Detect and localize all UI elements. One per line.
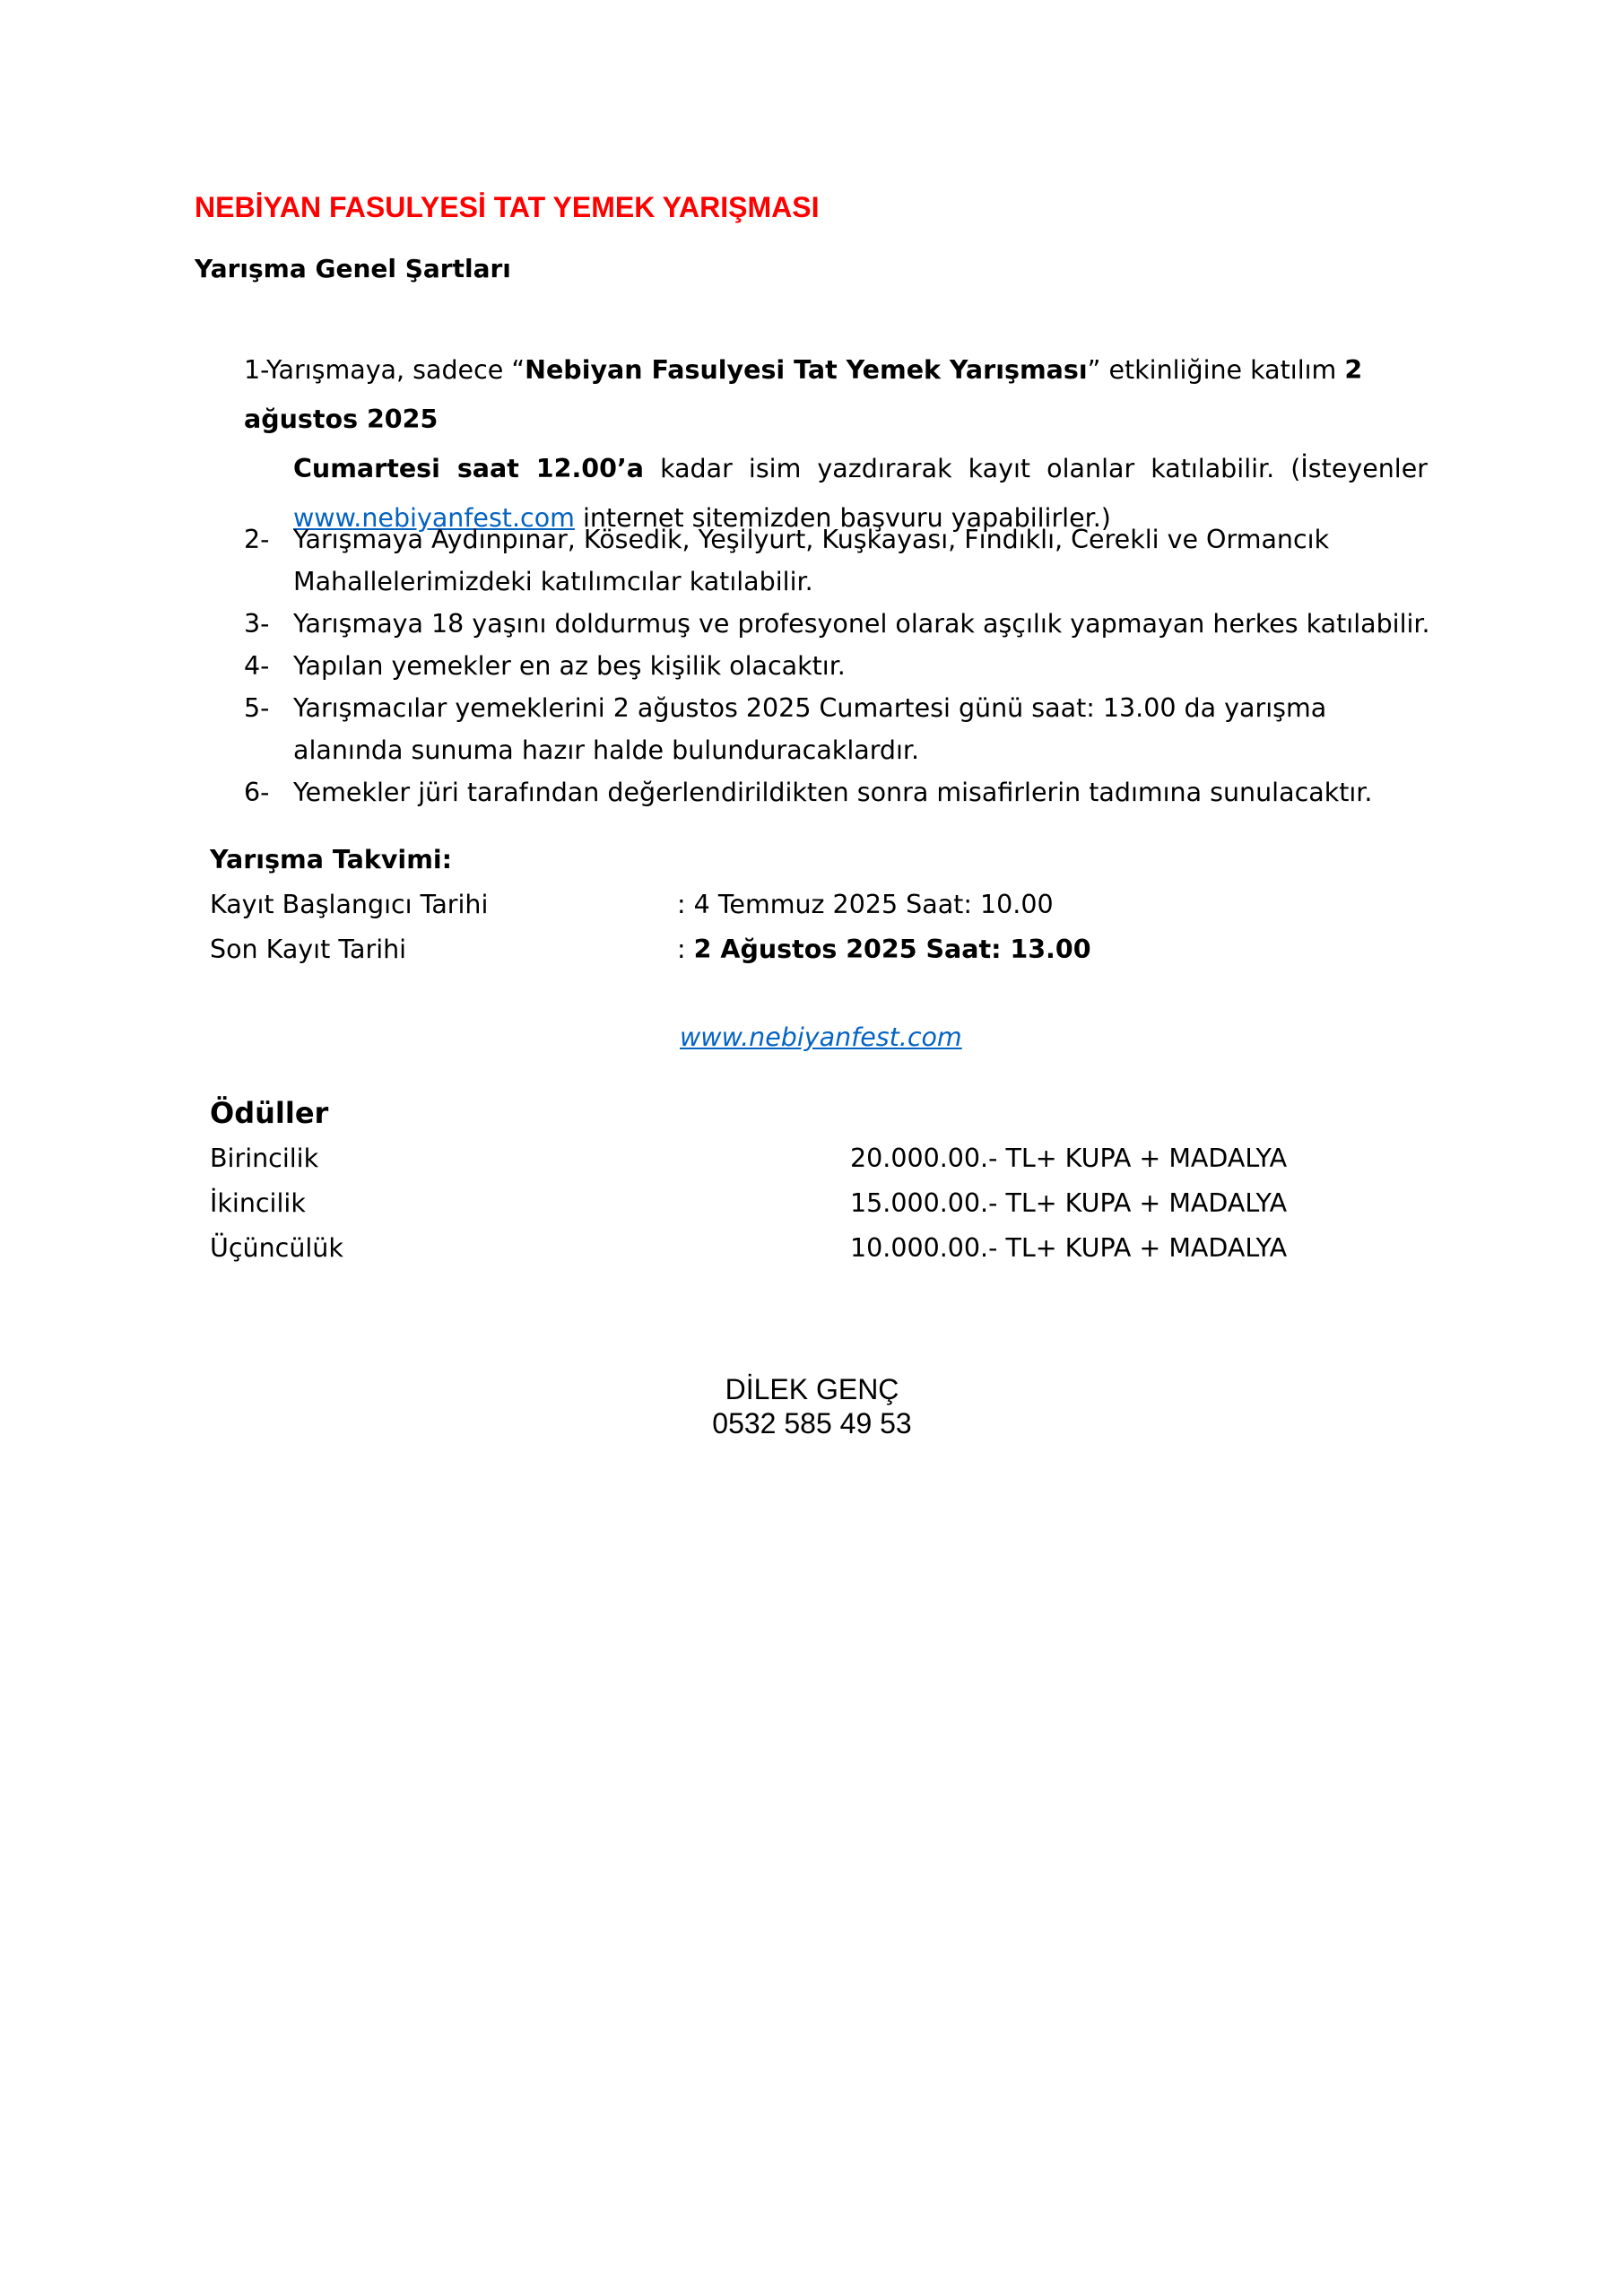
registration-time: Cumartesi saat 12.00’a <box>293 454 645 483</box>
award-value-first: 20.000.00.- TL+ KUPA + MADALYA <box>850 1144 1288 1173</box>
schedule-end-value: 2 Ağustos 2025 Saat: 13.00 <box>693 935 1091 964</box>
list-item <box>244 645 1437 687</box>
award-label-first: Birincilik <box>210 1144 319 1173</box>
list-item <box>244 603 1437 645</box>
award-label-third: Üçüncülük <box>210 1233 343 1263</box>
website-link-inline[interactable]: www.nebiyanfest.com <box>293 503 575 533</box>
document-title: NEBİYAN FASULYESİ TAT YEMEK YARIŞMASI <box>195 191 820 223</box>
contact-name: DİLEK GENÇ <box>725 1373 899 1405</box>
award-label-second: İkincilik <box>210 1188 306 1218</box>
rule-1-paragraph <box>244 345 1428 543</box>
list-item-number: 3- <box>244 609 270 639</box>
awards-heading: Ödüller <box>210 1096 329 1130</box>
rule-1-prefix: 1-Yarışmaya, sadece “ <box>244 355 525 385</box>
list-item-number: 2- <box>244 525 270 554</box>
event-name: Nebiyan Fasulyesi Tat Yemek Yarışması <box>525 355 1088 385</box>
rules-list <box>244 518 1437 813</box>
schedule-heading: Yarışma Takvimi: <box>210 845 453 874</box>
registration-date: 2 ağustos 2025 <box>244 355 1363 434</box>
general-conditions-heading: Yarışma Genel Şartları <box>195 254 511 283</box>
contact-phone: 0532 585 49 53 <box>712 1407 912 1439</box>
list-item-text: Yarışmaya Aydınpınar, Kösedik, Yeşilyurt, Kuşkayası, Fındıklı, Cerekli ve Ormancık Mahallelerimizdeki katılımcılar katılabilir. <box>293 525 1330 596</box>
schedule-end-label: Son Kayıt Tarihi <box>210 935 407 964</box>
rule-1-rest: kadar isim yazdırarak kayıt olanlar katılabilir. (İsteyenler <box>644 454 1428 483</box>
rule-1-line-2 <box>244 444 1428 493</box>
list-item-text: Yarışmaya 18 yaşını doldurmuş ve profesyonel olarak aşçılık yapmayan herkes katılabilir. <box>293 609 1430 639</box>
list-item-number: 4- <box>244 651 270 681</box>
schedule-start-value: : 4 Temmuz 2025 Saat: 10.00 <box>677 890 1054 919</box>
list-item <box>244 771 1437 813</box>
list-item <box>244 687 1437 771</box>
rule-1-line-1 <box>244 345 1428 444</box>
list-item-text: Yapılan yemekler en az beş kişilik olacaktır. <box>293 651 846 681</box>
award-value-second: 15.000.00.- TL+ KUPA + MADALYA <box>850 1188 1288 1218</box>
rule-1-mid: ” etkinliğine katılım <box>1087 355 1345 385</box>
rule-1-after-link: internet sitemizden başvuru yapabilirler.) <box>574 503 1111 533</box>
list-item <box>244 518 1437 603</box>
list-item-number: 6- <box>244 778 270 807</box>
schedule-start-label: Kayıt Başlangıcı Tarihi <box>210 890 489 919</box>
list-item-text: Yarışmacılar yemeklerini 2 ağustos 2025 Cumartesi günü saat: 13.00 da yarışma alanında sunuma hazır halde bulunduracaklardır. <box>293 693 1327 765</box>
schedule-end-colon: : <box>677 935 694 964</box>
award-value-third: 10.000.00.- TL+ KUPA + MADALYA <box>850 1233 1288 1263</box>
list-item-text: Yemekler jüri tarafından değerlendirildikten sonra misafirlerin tadımına sunulacaktır. <box>293 778 1373 807</box>
list-item-number: 5- <box>244 693 270 723</box>
schedule-end-value-row <box>677 935 1091 964</box>
website-link[interactable]: www.nebiyanfest.com <box>680 1022 962 1052</box>
